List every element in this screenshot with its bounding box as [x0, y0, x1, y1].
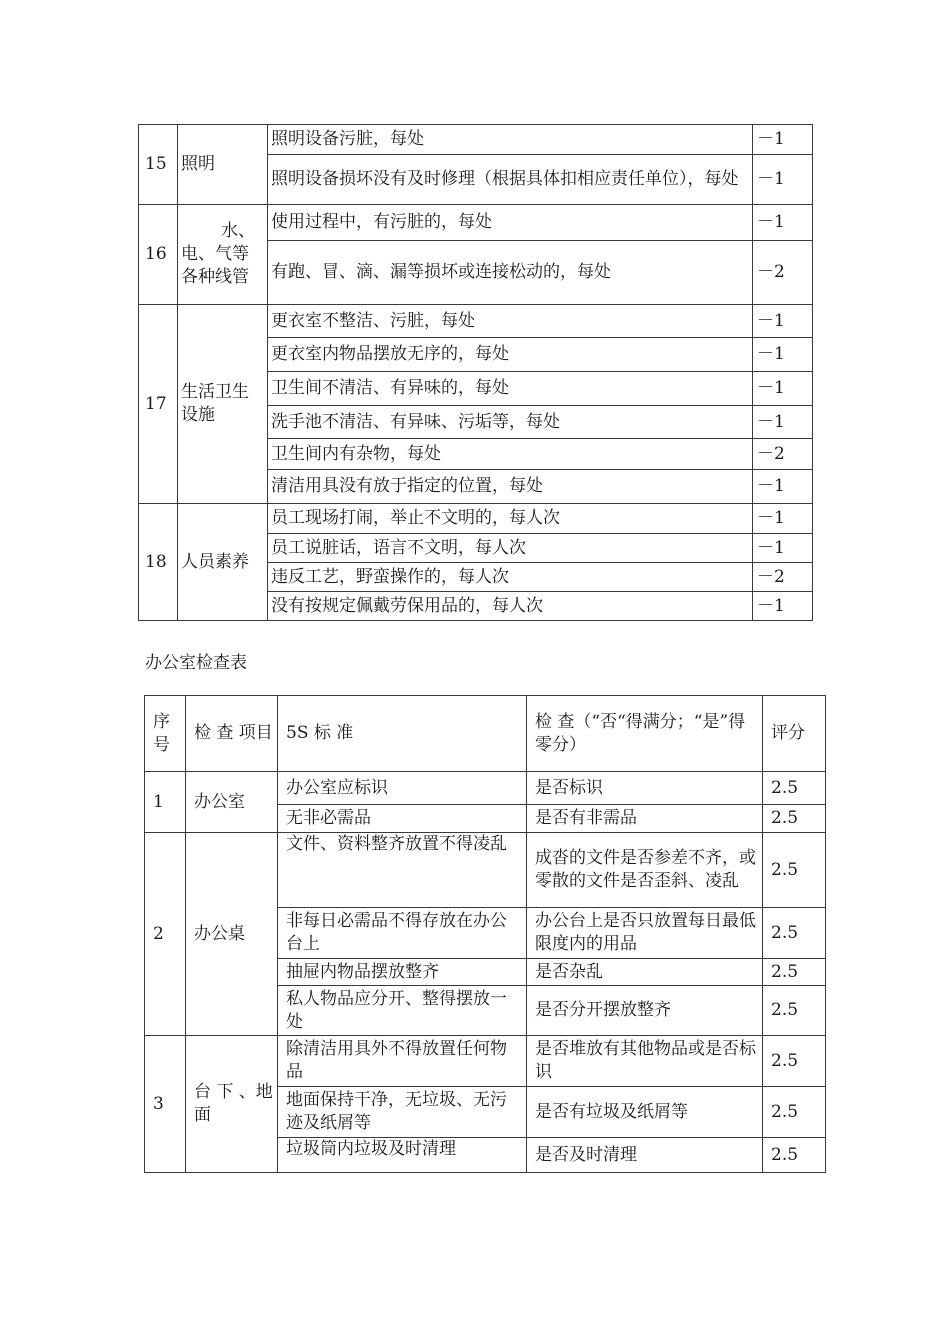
- standard-text: 私人物品应分开、整得摆放一处: [278, 986, 527, 1036]
- item-name: 办公室: [186, 772, 278, 833]
- table-header-row: [145, 696, 826, 772]
- deduction-description: 使用过程中，有污脏的，每处: [268, 205, 753, 241]
- deduction-score: －1: [753, 470, 813, 504]
- deduction-description: 洗手池不清洁、有异味、污垢等，每处: [268, 406, 753, 439]
- check-text: 办公台上是否只放置每日最低限度内的用品: [527, 908, 763, 959]
- standard-text: 非每日必需品不得存放在办公台上: [278, 908, 527, 959]
- deduction-description: 更衣室内物品摆放无序的，每处: [268, 338, 753, 372]
- deduction-description: 清洁用具没有放于指定的位置，每处: [268, 470, 753, 504]
- deduction-score: －1: [753, 504, 813, 534]
- deduction-score: －1: [753, 338, 813, 372]
- deduction-score: －1: [753, 155, 813, 205]
- deduction-description: 卫生间内有杂物，每处: [268, 439, 753, 470]
- standard-text: 文件、资料整齐放置不得凌乱: [278, 833, 527, 908]
- deduction-description: 照明设备损坏没有及时修理（根据具体扣相应责任单位），每处: [268, 155, 753, 205]
- deduction-description: 违反工艺，野蛮操作的，每人次: [268, 563, 753, 592]
- office-inspection-table: [144, 695, 826, 1173]
- check-text: 成沓的文件是否参差不齐，或零散的文件是否歪斜、凌乱: [527, 833, 763, 908]
- standard-text: 垃圾筒内垃圾及时清理: [278, 1138, 527, 1173]
- deduction-score: －1: [753, 305, 813, 338]
- deduction-description: 员工说脏话，语言不文明，每人次: [268, 534, 753, 563]
- score-value: 2.5: [763, 772, 826, 805]
- standard-text: 无非必需品: [278, 805, 527, 833]
- check-text: 是否有垃圾及纸屑等: [527, 1087, 763, 1138]
- header-score: 评分: [763, 696, 826, 772]
- score-value: 2.5: [763, 959, 826, 986]
- item-number: 18: [139, 504, 178, 621]
- item-number: 2: [145, 833, 186, 1036]
- table-row: [139, 504, 813, 534]
- deduction-description: 卫生间不清洁、有异味的，每处: [268, 372, 753, 406]
- header-standard: 5S 标 准: [278, 696, 527, 772]
- item-number: 17: [139, 305, 178, 504]
- deduction-score: －2: [753, 563, 813, 592]
- check-text: 是否分开摆放整齐: [527, 986, 763, 1036]
- score-value: 2.5: [763, 805, 826, 833]
- table-row: [139, 205, 813, 241]
- score-value: 2.5: [763, 986, 826, 1036]
- deduction-description: 更衣室不整洁、污脏，每处: [268, 305, 753, 338]
- check-text: 是否有非需品: [527, 805, 763, 833]
- header-no: 序号: [145, 696, 186, 772]
- check-text: 是否杂乱: [527, 959, 763, 986]
- deduction-score: －1: [753, 125, 813, 155]
- item-number: 1: [145, 772, 186, 833]
- deduction-score: －1: [753, 205, 813, 241]
- score-value: 2.5: [763, 908, 826, 959]
- deduction-description: 员工现场打闹，举止不文明的，每人次: [268, 504, 753, 534]
- item-number: 3: [145, 1036, 186, 1173]
- deduction-score: －1: [753, 406, 813, 439]
- header-check: 检 查（“否“得满分；“是”得零分）: [527, 696, 763, 772]
- standard-text: 办公室应标识: [278, 772, 527, 805]
- item-name: 人员素养: [178, 504, 268, 621]
- item-name: 水、电、气等各种线管: [178, 205, 268, 305]
- deduction-score: －1: [753, 534, 813, 563]
- table-row: [145, 1036, 826, 1087]
- deduction-score: －2: [753, 439, 813, 470]
- standard-text: 地面保持干净，无垃圾、无污迹及纸屑等: [278, 1087, 527, 1138]
- item-number: 15: [139, 125, 178, 205]
- standard-text: 除清洁用具外不得放置任何物品: [278, 1036, 527, 1087]
- score-value: 2.5: [763, 1138, 826, 1173]
- check-text: 是否标识: [527, 772, 763, 805]
- deduction-description: 没有按规定佩戴劳保用品的，每人次: [268, 592, 753, 621]
- deduction-score: －1: [753, 592, 813, 621]
- score-value: 2.5: [763, 1087, 826, 1138]
- item-name: 台 下 、地面: [186, 1036, 278, 1173]
- table-row: [139, 125, 813, 155]
- deduction-description: 照明设备污脏，每处: [268, 125, 753, 155]
- table-row: [139, 305, 813, 338]
- item-name: 生活卫生设施: [178, 305, 268, 504]
- item-name: 办公桌: [186, 833, 278, 1036]
- table-row: [145, 833, 826, 908]
- score-value: 2.5: [763, 833, 826, 908]
- check-text: 是否及时清理: [527, 1138, 763, 1173]
- table-row: [145, 772, 826, 805]
- deduction-score: －1: [753, 372, 813, 406]
- standard-text: 抽屉内物品摆放整齐: [278, 959, 527, 986]
- office-table-title: 办公室检查表: [145, 653, 247, 673]
- check-text: 是否堆放有其他物品或是否标识: [527, 1036, 763, 1087]
- score-value: 2.5: [763, 1036, 826, 1087]
- header-item: 检 查 项目: [186, 696, 278, 772]
- item-number: 16: [139, 205, 178, 305]
- deduction-score: －2: [753, 241, 813, 305]
- deduction-table: [138, 124, 813, 621]
- item-name: 照明: [178, 125, 268, 205]
- deduction-description: 有跑、冒、滴、漏等损坏或连接松动的，每处: [268, 241, 753, 305]
